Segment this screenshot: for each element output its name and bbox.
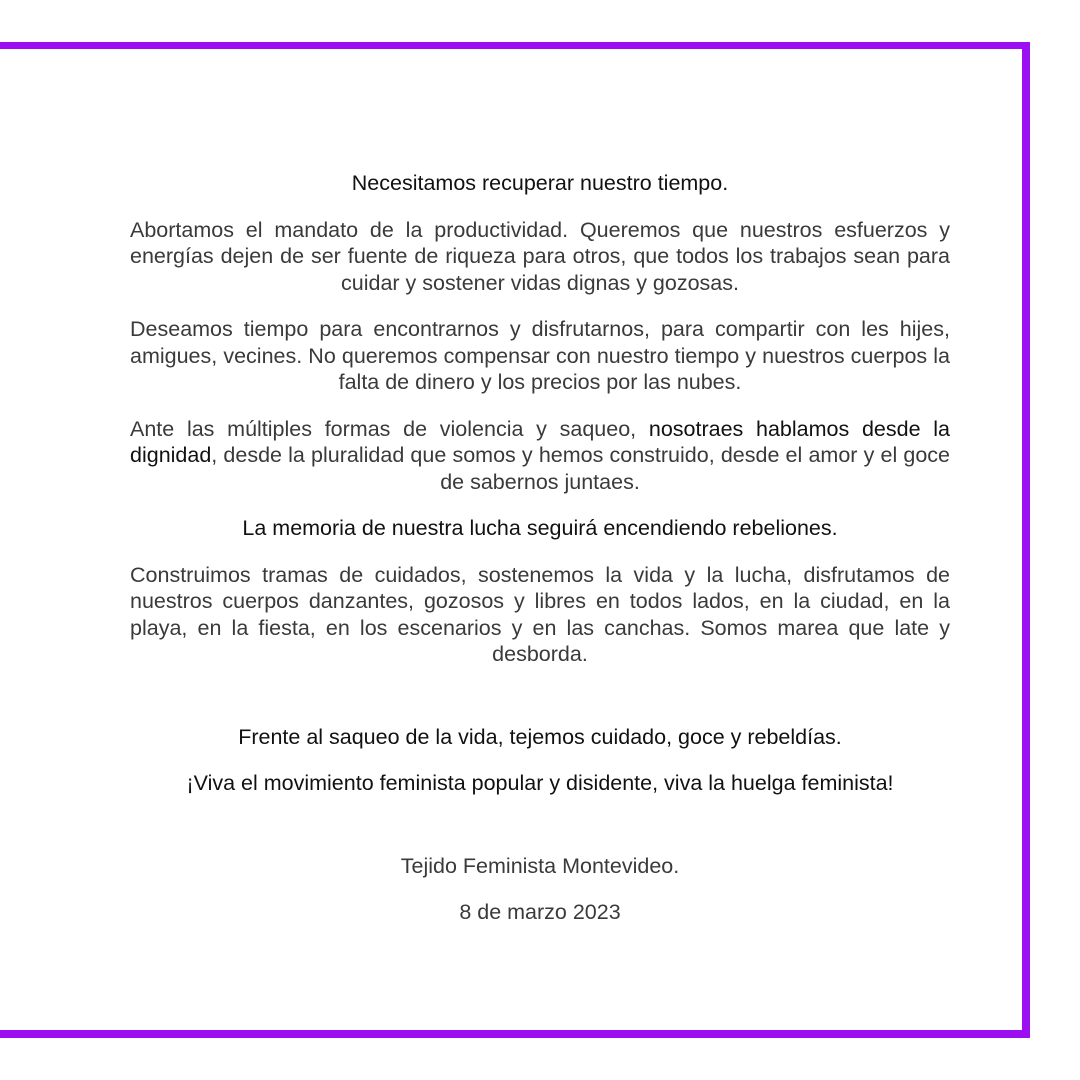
paragraph-productivity: Abortamos el mandato de la productividad. Queremos que nuestros esfuerzos y energías dejen de ser fuente de riqueza para otros, que todos los trabajos sean para cuidar y sostener vidas dignas y gozosas. <box>130 217 950 295</box>
paragraph-dignity-start: Ante las múltiples formas de violencia y saqueo, <box>130 416 649 441</box>
frame-right-border <box>1022 42 1030 1038</box>
heading-recover-time: Necesitamos recuperar nuestro tiempo. <box>351 171 729 195</box>
date: 8 de marzo 2023 <box>459 900 621 924</box>
frame-top-border <box>0 42 1030 49</box>
paragraph-dignity <box>130 416 950 496</box>
paragraph-dignity-end: , desde la pluralidad que somos y hemos construido, desde el amor y el goce de sabernos juntaes. <box>211 443 950 494</box>
signature: Tejido Feminista Montevideo. <box>400 853 680 878</box>
paragraph-dignity-highlight: nosotraes hablamos desde la dignidad <box>130 416 950 467</box>
frame-bottom-border <box>0 1030 1030 1038</box>
slogan-weave: Frente al saqueo de la vida, tejemos cuidado, goce y rebeldías. <box>238 724 842 749</box>
paragraph-time-together: Deseamos tiempo para encontrarnos y disfrutarnos, para compartir con les hijes, amigues, vecines. No queremos compensar con nuestro tiempo y nuestros cuerpos la falta de dinero y los precios por las nubes. <box>130 317 950 394</box>
slogan-strike: ¡Viva el movimiento feminista popular y disidente, viva la huelga feminista! <box>186 771 894 795</box>
manifesto-text <box>130 168 950 926</box>
paragraph-care: Construimos tramas de cuidados, sostenemos la vida y la lucha, disfrutamos de nuestros cuerpos danzantes, gozosos y libres en todos lados, en la ciudad, en la playa, en la fiesta, en los escenarios y en las canchas. Somos marea que late y desborda. <box>130 562 950 666</box>
heading-memory: La memoria de nuestra lucha seguirá encendiendo rebeliones. <box>242 516 838 540</box>
